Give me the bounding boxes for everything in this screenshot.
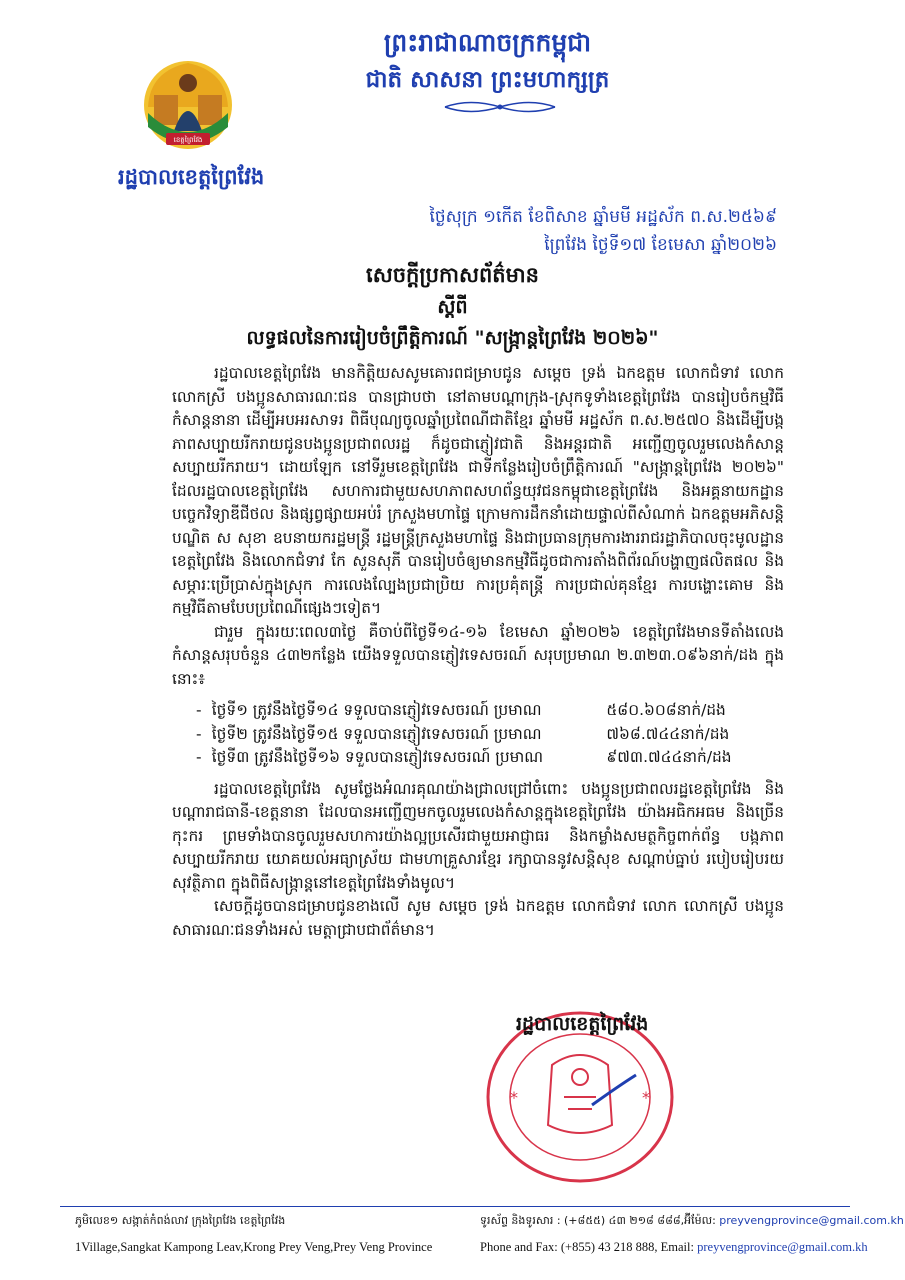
list-item: [196, 746, 784, 770]
contact-khmer: [480, 1214, 904, 1230]
contact-label: Phone and Fax: (+855) 43 218 888, Email:: [480, 1240, 694, 1254]
day-label: ថ្ងៃទី១ ត្រូវនឹងថ្ងៃទី១៤ ទទួលបានភ្ញៀវទេសចរណ៍ ប្រមាណ: [211, 701, 542, 719]
national-motto: ជាតិ សាសនា ព្រះមហាក្សត្រ: [365, 67, 610, 93]
stamp-star-icon: *: [642, 1088, 650, 1107]
document-body: [172, 362, 784, 942]
logo-caption: ខេត្តព្រៃវែង: [173, 136, 203, 144]
paragraph-thanks: រដ្ឋបាលខេត្តព្រៃវែង សូមថ្លែងអំណរគុណយ៉ាងជ្រាលជ្រៅចំពោះ បងប្អូនប្រជាពលរដ្ឋខេត្តព្រៃវែង និងបណ្តារាជធានី-ខេត្តនានា ដែលបានអញ្ជើញមកចូលរួមលេងកំសាន្តក្នុងខេត្តព្រៃវែង យ៉ាងអធិកអធម និងច្រើនកុះករ ព្រមទាំងបានចូលរួមសហការយ៉ាងល្អប្រសើរជាមួយអាជ្ញាធរ និងកម្លាំងសមត្ថកិច្ចពាក់ព័ន្ធ បង្កភាពសប្បាយរីករាយ យោគយល់អធ្យាស្រ័យ ជាមហាគ្រួសារខ្មែរ រក្សាបាននូវសន្តិសុខ សណ្តាប់ធ្នាប់ របៀបរៀបរយ សុវត្ថិភាព ក្នុងពិធីសង្ក្រាន្តនៅខេត្តព្រៃវែងទាំងមូល។: [172, 779, 784, 892]
signatory: រដ្ឋបាលខេត្តព្រៃវែង: [516, 1013, 649, 1035]
email-link[interactable]: preyvengprovince@gmail.com.kh: [719, 1214, 904, 1227]
day-label: ថ្ងៃទី២ ត្រូវនឹងថ្ងៃទី១៥ ទទួលបានភ្ញៀវទេសចរណ៍ ប្រមាណ: [211, 724, 542, 743]
list-item: [196, 723, 784, 747]
solar-date: ព្រៃវែង ថ្ងៃទី១៧ ខែមេសា ឆ្នាំ២០២៦: [544, 235, 777, 255]
paragraph-intro: រដ្ឋបាលខេត្តព្រៃវែង មានកិត្តិយសសូមគោរពជម្រាបជូន សម្តេច ទ្រង់ ឯកឧត្តម លោកជំទាវ លោក លោកស្រី បងប្អូនសាធារណៈជន បានជ្រាបថា នៅតាមបណ្តាក្រុង-ស្រុកទូទាំងខេត្តព្រៃវែង បានរៀបចំកម្មវិធីកំសាន្តនានា ដើម្បីអបអរសាទរ ពិធីបុណ្យចូលឆ្នាំប្រពៃណីជាតិខ្មែរ ឆ្នាំមមី អដ្ឋស័ក ព.ស.២៥៧០ និងដើម្បីបង្កភាពសប្បាយរីករាយជូនបងប្អូនប្រជាពលរដ្ឋ ក៏ដូចជាភ្ញៀវជាតិ និងអន្តរជាតិ អញ្ជើញចូលរួមលេងកំសាន្តសប្បាយរីករាយ។ ដោយឡែក នៅទីរួមខេត្តព្រៃវែង ជាទីកន្លែងរៀបចំព្រឹត្តិការណ៍ "សង្ក្រាន្តព្រៃវែង ២០២៦" ដែលរដ្ឋបាលខេត្តព្រៃវែង សហការជាមួយសហភាពសហព័ន្ធយុវជនកម្ពុជាខេត្តព្រៃវែង និងអគ្គនាយកដ្ឋានបច្ចេកវិទ្យាឌីជីថល និងផ្សព្វផ្សាយអប់រំ ក្រសួងមហាផ្ទៃ ក្រោមការដឹកនាំដោយផ្ទាល់ពីសំណាក់ ឯកឧត្តមអភិសន្តិបណ្ឌិត ស សុខា ឧបនាយករដ្ឋមន្ត្រី រដ្ឋមន្ត្រីក្រសួងមហាផ្ទៃ និងជាប្រធានក្រុមការងាររាជរដ្ឋាភិបាលចុះមូលដ្ឋានខេត្តព្រៃវែង និងលោកជំទាវ កែ សួនសុភី បានរៀបចំឲ្យមានកម្មវិធីដូចជាការតាំងពិព័រណ៍បង្ហាញផលិតផល និងសម្ភារៈប្រើប្រាស់ក្នុងស្រុក ការលេងល្បែងប្រជាប្រិយ ការប្រគុំតន្ត្រី ការប្រជាល់គុនខ្មែរ ការបង្ហោះគោម និងកម្មវិធីតាមបែបប្រពៃណីផ្សេងៗទៀត។: [172, 364, 784, 617]
bullet-dash: -: [196, 748, 202, 766]
signature-mark: [592, 1075, 636, 1105]
contact-label: ទូរស័ព្ទ និងទូរសារ : (+៨៥៥) ៤៣ ២១៨ ៨៨៨,អ៊ីម៉ែល:: [480, 1214, 716, 1227]
contact-english: [480, 1240, 868, 1255]
document-title: សេចក្តីប្រកាសព័ត៌មាន: [366, 263, 539, 287]
lunar-date: ថ្ងៃសុក្រ ១កើត ខែពិសាខ ឆ្នាំមមី អដ្ឋស័ក ព.ស.២៥៦៩: [429, 207, 777, 227]
paragraph-summary: ជារួម ក្នុងរយៈពេល៣ថ្ងៃ គឺចាប់ពីថ្ងៃទី១៤-១៦ ខែមេសា ឆ្នាំ២០២៦ ខេត្តព្រៃវែងមានទីតាំងលេងកំសាន្តសរុបចំនួន ៤៣២កន្លែង យើងទទួលបានភ្ញៀវទេសចរណ៍ សរុបប្រមាណ ២.៣២៣.០៩៦នាក់/ដង ក្នុងនោះ៖: [172, 622, 784, 688]
day-value: ៩៧៣.៧៤៤នាក់/ដង: [606, 748, 732, 766]
footer-divider: [60, 1206, 850, 1207]
day-label: ថ្ងៃទី៣ ត្រូវនឹងថ្ងៃទី១៦ ទទួលបានភ្ញៀវទេសចរណ៍ ប្រមាណ: [211, 748, 544, 766]
day-value: ៧៦៨.៧៤៤នាក់/ដង: [606, 724, 730, 743]
bullet-dash: -: [196, 701, 202, 719]
ornament-divider: [440, 98, 560, 116]
issuing-authority: រដ្ឋបាលខេត្តព្រៃវែង: [118, 165, 265, 189]
document-subtitle: ស្តីពី: [437, 296, 468, 318]
document-subject: លទ្ធផលនៃការរៀបចំព្រឹត្តិការណ៍ "សង្ក្រាន្តព្រៃវែង ២០២៦": [246, 327, 659, 349]
bullet-dash: -: [196, 724, 202, 743]
address-khmer: ភូមិលេខ១ សង្កាត់កំពង់លាវ ក្រុងព្រៃវែង ខេត្តព្រៃវែង: [75, 1214, 286, 1227]
day-value: ៥៨០.៦០៨នាក់/ដង: [606, 701, 726, 719]
address-english: 1Village,Sangkat Kampong Leav,Krong Prey Veng,Prey Veng Province: [75, 1240, 433, 1254]
email-link[interactable]: preyvengprovince@gmail.com.kh: [697, 1240, 868, 1254]
kingdom-title: ព្រះរាជាណាចក្រកម្ពុជា: [383, 28, 592, 57]
visitor-list: [196, 699, 784, 770]
paragraph-closing: សេចក្តីដូចបានជម្រាបជូនខាងលើ សូម សម្តេច ទ្រង់ ឯកឧត្តម លោកជំទាវ លោក លោកស្រី បងប្អូនសាធារណៈជនទាំងអស់ មេត្តាជ្រាបជាព័ត៌មាន។: [172, 897, 784, 939]
province-logo: [140, 55, 236, 163]
stamp-star-icon: *: [510, 1088, 518, 1107]
list-item: [196, 699, 784, 723]
